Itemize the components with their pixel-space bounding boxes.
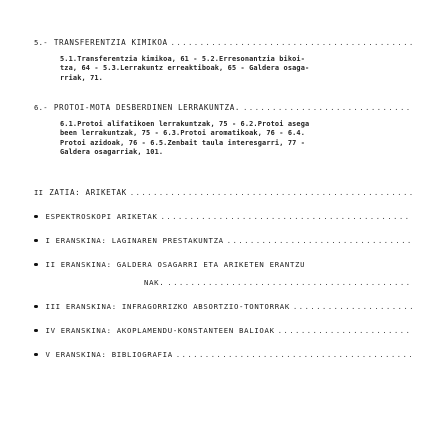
toc-entry-appendix-2-continuation (144, 278, 412, 287)
subentry-line: Galdera osagarriak, 101. (60, 147, 164, 156)
entry-title: ESPEKTROSKOPI ARIKETAK (45, 212, 158, 221)
leader-dots (130, 189, 412, 197)
bullet-icon (34, 305, 38, 309)
section-6-subentries (60, 120, 309, 157)
section-5-subentries (60, 55, 309, 83)
leader-dots (278, 327, 412, 335)
section-title: PROTOI-MOTA DESBERDINEN LERRAKUNTZA. (53, 103, 241, 112)
toc-entry-appendix-4 (34, 326, 412, 335)
section-number: 6.- (34, 103, 48, 112)
toc-entry-appendix-3 (34, 302, 412, 311)
bullet-icon (34, 239, 38, 243)
leader-dots (293, 303, 412, 311)
subentry-line: 6.1.Protoi alifatikoen lerrakuntzak, 75 - 6.2.Protoi asega (60, 120, 310, 128)
bullet-icon (34, 263, 38, 267)
toc-entry-appendix-2 (34, 260, 412, 269)
leader-dots (167, 279, 412, 287)
toc-entry-ariketak (34, 212, 412, 221)
toc-entry-appendix-1 (34, 236, 412, 245)
part-number: II (34, 188, 44, 197)
toc-entry-section-6 (34, 103, 412, 112)
section-number: 5.- (34, 38, 48, 47)
leader-dots (176, 351, 412, 359)
entry-title: III ERANSKINA: INFRAGORRIZKO ABSORTZIO-TONTORRAK (45, 302, 290, 311)
toc-part-heading (34, 188, 412, 197)
entry-title: I ERANSKINA: LAGINAREN PRESTAKUNTZA (45, 236, 224, 245)
toc-entry-section-5 (34, 38, 412, 47)
leader-dots (227, 237, 412, 245)
subentry-line: been lerrakuntzak, 75 - 6.3.Protoi aromatikoak, 76 - 6.4. (60, 129, 306, 138)
leader-dots (161, 213, 412, 221)
entry-title-continuation: NAK. (144, 278, 165, 287)
leader-dots (171, 39, 412, 47)
section-title: TRANSFERENTZIA KIMIKOA (53, 38, 168, 47)
leader-dots (243, 104, 412, 112)
entry-title: IV ERANSKINA: AKOPLAMENDU-KONSTANTEEN BALIOAK (45, 326, 275, 335)
subentry-line: tza, 64 - 5.3.Lerrakuntz erreaktiboak, 65 - Galdera osaga- (60, 64, 310, 73)
entry-title: II ERANSKINA: GALDERA OSAGARRI ETA ARIKETEN ERANTZU (45, 260, 306, 269)
entry-title: V ERANSKINA: BIBLIOGRAFIA (45, 350, 173, 359)
part-title: ZATIA: ARIKETAK (49, 188, 127, 197)
bullet-icon (34, 215, 38, 219)
subentry-line: rriak, 71. (60, 73, 103, 82)
subentry-line: 5.1.Transferentzia kimikoa, 61 - 5.2.Erresonantzia bikoi- (60, 55, 306, 63)
subentry-line: Protoi azidoak, 76 - 6.5.Zenbait taula interesgarri, 77 - (60, 138, 306, 147)
bullet-icon (34, 329, 38, 333)
toc-entry-appendix-5 (34, 350, 412, 359)
bullet-icon (34, 353, 38, 357)
